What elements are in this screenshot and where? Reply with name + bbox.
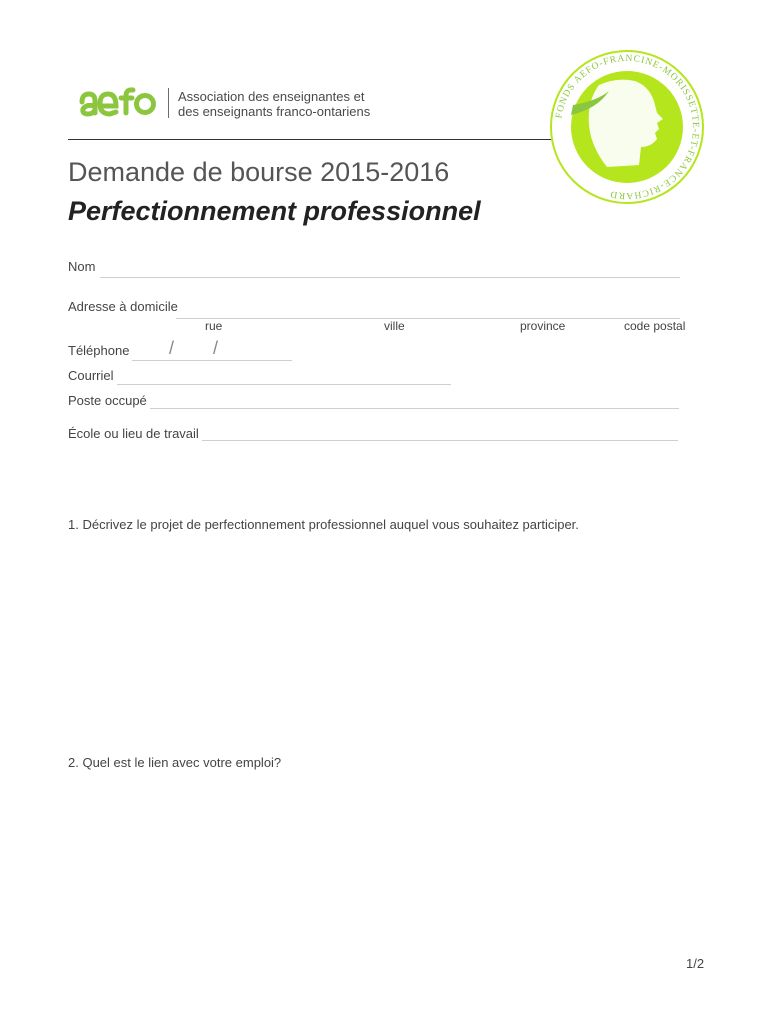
poste-field[interactable] (150, 408, 679, 409)
code-postal-caption: code postal (624, 319, 686, 333)
phone-separator-1: / (169, 338, 175, 358)
ecole-label: École ou lieu de travail (68, 426, 199, 441)
rue-caption: rue (205, 319, 223, 333)
organization-name (178, 89, 370, 119)
question-1: 1. Décrivez le projet de perfectionnement professionnel auquel vous souhaitez participer. (68, 517, 579, 532)
phone-separator-2: / (213, 338, 219, 358)
telephone-label: Téléphone (68, 343, 130, 358)
fonds-aefo-seal-icon (547, 47, 707, 207)
seal-text: FONDS AEFO-FRANCINE-MORISSETTE-ET-FRANCE-RICHARD (554, 53, 701, 201)
page-subtitle: Perfectionnement professionnel (68, 196, 481, 226)
org-name-line2: des enseignants franco-ontariens (178, 104, 371, 119)
ville-caption: ville (384, 319, 405, 333)
nom-label: Nom (68, 259, 96, 274)
page-number: 1/2 (686, 956, 705, 971)
adresse-field[interactable] (176, 318, 680, 319)
poste-label: Poste occupé (68, 393, 147, 408)
aefo-logo-icon (76, 82, 158, 120)
question-2: 2. Quel est le lien avec votre emploi? (68, 755, 282, 770)
telephone-field[interactable] (132, 360, 292, 361)
courriel-field[interactable] (117, 384, 451, 385)
adresse-label: Adresse à domicile (68, 299, 178, 314)
answer-1-area[interactable] (68, 540, 680, 740)
org-name-line1: Association des enseignantes et (178, 89, 365, 104)
logo-divider (168, 88, 169, 118)
province-caption: province (520, 319, 566, 333)
page-title: Demande de bourse 2015-2016 (68, 157, 450, 187)
answer-2-area[interactable] (68, 778, 680, 938)
header-rule (68, 139, 552, 140)
courriel-label: Courriel (68, 368, 114, 383)
nom-field[interactable] (100, 277, 680, 278)
ecole-field[interactable] (202, 440, 678, 441)
